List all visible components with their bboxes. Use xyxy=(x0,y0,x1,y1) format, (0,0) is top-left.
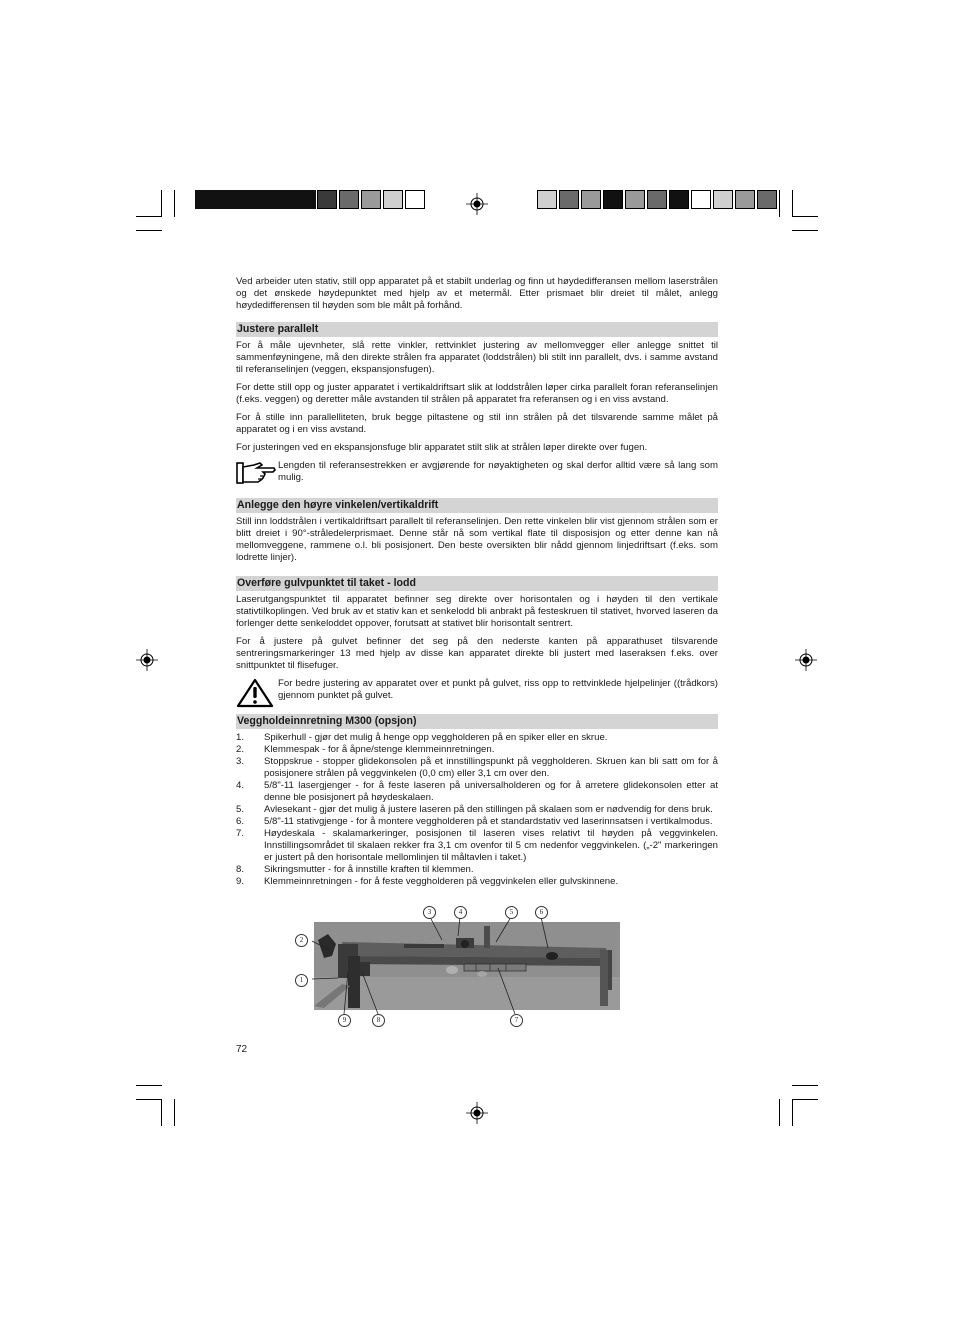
color-swatch xyxy=(669,190,689,209)
list-item xyxy=(236,744,718,756)
list-item xyxy=(236,876,718,888)
pointing-hand-icon xyxy=(236,460,278,486)
paragraph: For å justere på gulvet befinner det seg på den nederste kanten på apparathuset tilsvarende sentreringsmarkeringer 13 med hjelp av disse kan apparatet direkte bli justert med laseraksen f.eks. over snittpunktet til flisefuger. xyxy=(236,636,718,671)
list-item xyxy=(236,828,718,864)
color-swatch xyxy=(339,190,359,209)
list-item-text: Høydeskala - skalamarkeringer, posisjonen til laseren vises relativt til høyden på veggvinkelen. Innstillingsområdet til skalaen rekker fra 3,1 cm ovenfor til 5 cm nedenfor veggvinkelen. („-2" markeringen er justert på den horisontale mellomlinjen til måltavlen i taket.) xyxy=(264,828,718,863)
callout-7: 7 xyxy=(510,1014,523,1027)
parts-list xyxy=(236,732,718,888)
list-item-number: 5. xyxy=(236,804,245,815)
list-item-number: 6. xyxy=(236,816,245,827)
color-swatch xyxy=(625,190,645,209)
list-item xyxy=(236,732,718,744)
color-swatches-right xyxy=(537,190,779,209)
page-content xyxy=(236,276,718,888)
section-heading-vertical: Anlegge den høyre vinkelen/vertikaldrift xyxy=(236,498,718,513)
list-item-number: 9. xyxy=(236,876,245,887)
list-item-number: 2. xyxy=(236,744,245,755)
color-swatch xyxy=(559,190,579,209)
color-swatch xyxy=(691,190,711,209)
color-swatch xyxy=(383,190,403,209)
callout-1: 1 xyxy=(295,974,308,987)
paragraph: For å måle ujevnheter, slå rette vinkler, rettvinklet justering av mellomvegger eller anlegge snittet til sammenføyningene, må den direkte strålen fra apparatet (loddstrålen) bli stilt inn parallelt, dvs. i samme avstand til referanselinjen (veggen, ekspansjonsfugen). xyxy=(236,340,718,375)
registration-mark-icon xyxy=(466,1102,488,1124)
section-heading-parallel: Justere parallelt xyxy=(236,322,718,337)
list-item-text: 5/8"-11 stativgjenge - for å montere veggholderen på et standardstativ ved laserinnsatsen i vertikalmodus. xyxy=(264,816,713,827)
list-item-text: Avlesekant - gjør det mulig å justere laseren på den stillingen på skalaen som er nødvendig for dens bruk. xyxy=(264,804,713,815)
warning-text: For bedre justering av apparatet over et punkt på gulvet, riss opp to rettvinklede hjelpelinjer ((trådkors) gjennom punktet på gulvet. xyxy=(278,678,718,701)
color-swatch xyxy=(581,190,601,209)
color-bar-black xyxy=(195,190,316,209)
list-item-text: 5/8"-11 lasergjenger - for å feste laseren på universalholderen og for å arretere glidekonsolen etter at denne ble posisjonert på høydeskalaen. xyxy=(264,780,718,803)
page-number: 72 xyxy=(236,1044,248,1055)
paragraph: For dette still opp og juster apparatet i vertikaldriftsart slik at loddstrålen løper cirka parallelt foran referanselinjen (f.eks. veggen) og deretter måle avstanden til strålen på apparatet fra referansen og i en viss avstand. xyxy=(236,382,718,405)
list-item-number: 1. xyxy=(236,732,245,743)
list-item-text: Stoppskrue - stopper glidekonsolen på et innstillingspunkt på veggholderen. Skruen kan bli satt om for å posisjonere strålen på veggvinkelen (0,0 cm) eller 3,1 cm over den. xyxy=(264,756,718,779)
list-item xyxy=(236,804,718,816)
section-heading-plumb: Overføre gulvpunktet til taket - lodd xyxy=(236,576,718,591)
callout-2: 2 xyxy=(295,934,308,947)
intro-paragraph: Ved arbeider uten stativ, still opp apparatet på et stabilt underlag og finn ut høydedifferansen mellom laserstrålen og det ønskede høydepunktet med hjelp av et metermål. Etter prismaet blir dreiet til målet, anlegg høydedifferensen til høyden som ble målt på forhånd. xyxy=(236,276,718,311)
callout-4: 4 xyxy=(454,906,467,919)
registration-mark-icon xyxy=(466,193,488,215)
color-swatch xyxy=(757,190,777,209)
registration-mark-icon xyxy=(136,649,158,671)
color-swatch xyxy=(735,190,755,209)
list-item-text: Sikringsmutter - for å innstille kraften til klemmen. xyxy=(264,864,474,875)
color-swatch xyxy=(405,190,425,209)
color-swatch xyxy=(647,190,667,209)
paragraph: Still inn loddstrålen i vertikaldriftsart parallelt til referanselinjen. Den rette vinkelen blir vist gjennom strålen som er blitt dreiet i 90°-stråledelerprismaet. Denne står nå som vertikal flate til disposisjon og etter denne kan nå mellomveggene, rammene o.l. bli posisjonert. Den beste oversikten blir nådd gjennom linjedriftsart (f.eks. som lodrette linjer). xyxy=(236,516,718,563)
registration-mark-icon xyxy=(795,649,817,671)
color-swatch xyxy=(713,190,733,209)
warning-box xyxy=(236,678,718,708)
color-swatch xyxy=(317,190,337,209)
list-item xyxy=(236,816,718,828)
callout-6: 6 xyxy=(535,906,548,919)
callout-8: 8 xyxy=(372,1014,385,1027)
paragraph: Laserutgangspunktet til apparatet befinner seg direkte over horisontalen og i høyden til den vertikale stativtilkoplingen. Ved bruk av et stativ kan et senkelodd bli anbrakt på festeskruen til stativet, hvorved laseren da forlenger dette senkeloddet oppover, forutsatt at stativet blir horisontalt sentrert. xyxy=(236,594,718,629)
color-swatch xyxy=(537,190,557,209)
warning-triangle-icon xyxy=(236,678,278,708)
list-item xyxy=(236,756,718,780)
color-swatch xyxy=(361,190,381,209)
list-item xyxy=(236,864,718,876)
section-heading-mount: Veggholdeinnretning M300 (opsjon) xyxy=(236,714,718,729)
list-item-number: 7. xyxy=(236,828,245,839)
list-item-text: Spikerhull - gjør det mulig å henge opp veggholderen på en spiker eller en skrue. xyxy=(264,732,608,743)
list-item-text: Klemmeinnretningen - for å feste veggholderen på veggvinkelen eller gulvskinnene. xyxy=(264,876,619,887)
list-item-number: 3. xyxy=(236,756,245,767)
color-swatch xyxy=(603,190,623,209)
callout-5: 5 xyxy=(505,906,518,919)
list-item-number: 4. xyxy=(236,780,245,791)
list-item-number: 8. xyxy=(236,864,245,875)
callout-3: 3 xyxy=(423,906,436,919)
callout-9: 9 xyxy=(338,1014,351,1027)
list-item-text: Klemmespak - for å åpne/stenge klemmeinnretningen. xyxy=(264,744,495,755)
paragraph: For justeringen ved en ekspansjonsfuge blir apparatet stilt slik at strålen løper direkte over fugen. xyxy=(236,442,648,453)
color-swatches-left xyxy=(317,190,427,209)
paragraph: For å stille inn parallelliteten, bruk begge piltastene og stil inn strålen på det tilsvarende samme målet på apparatet og i en viss avstand. xyxy=(236,412,718,435)
note-text: Lengden til referansestrekken er avgjørende for nøyaktigheten og skal derfor alltid være så lang som mulig. xyxy=(278,460,718,483)
list-item xyxy=(236,780,718,804)
note-box xyxy=(236,460,718,486)
